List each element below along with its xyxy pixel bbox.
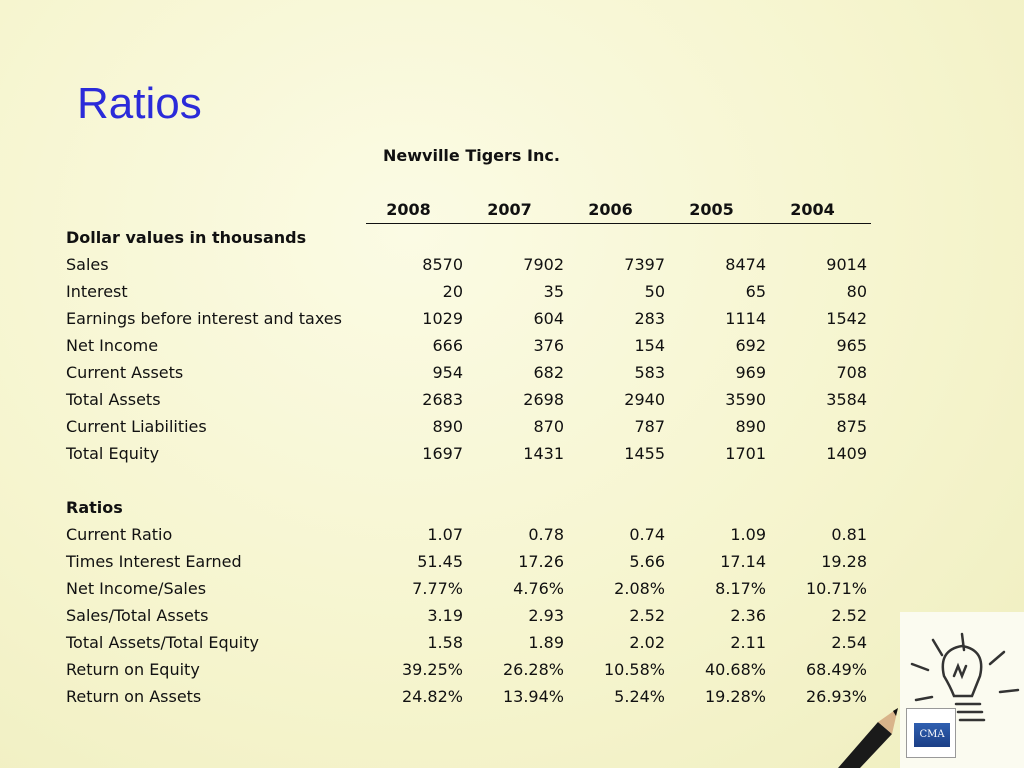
value-cell: 17.26	[518, 552, 564, 571]
value-cell: 51.45	[417, 552, 463, 571]
row-label: Total Assets/Total Equity	[66, 633, 259, 652]
value-cell: 283	[634, 309, 665, 328]
company-name: Newville Tigers Inc.	[383, 146, 560, 165]
row-label: Sales	[66, 255, 109, 274]
value-cell: 1.07	[427, 525, 463, 544]
value-cell: 1.58	[427, 633, 463, 652]
value-cell: 2.36	[730, 606, 766, 625]
value-cell: 17.14	[720, 552, 766, 571]
value-cell: 875	[836, 417, 867, 436]
value-cell: 2940	[624, 390, 665, 409]
value-cell: 1029	[422, 309, 463, 328]
value-cell: 24.82%	[401, 687, 463, 706]
value-cell: 5.24%	[614, 687, 665, 706]
value-cell: 2.93	[528, 606, 564, 625]
value-cell: 1114	[725, 309, 766, 328]
value-cell: 890	[735, 417, 766, 436]
value-cell: 39.25%	[401, 660, 463, 679]
value-cell: 1.09	[730, 525, 766, 544]
value-cell: 708	[836, 363, 867, 382]
value-cell: 969	[735, 363, 766, 382]
row-label: Times Interest Earned	[66, 552, 242, 571]
row-label: Current Liabilities	[66, 417, 207, 436]
cma-logo	[906, 708, 956, 758]
year-header: 2004	[770, 196, 871, 224]
value-cell: 2683	[422, 390, 463, 409]
value-cell: 890	[432, 417, 463, 436]
value-cell: 5.66	[629, 552, 665, 571]
row-label: Total Assets	[66, 390, 161, 409]
value-cell: 20	[442, 282, 463, 301]
value-cell: 2.02	[629, 633, 665, 652]
value-cell: 2.08%	[614, 579, 665, 598]
value-cell: 1701	[725, 444, 766, 463]
row-label: Net Income	[66, 336, 159, 355]
value-cell: 26.28%	[502, 660, 564, 679]
year-header: 2006	[568, 196, 669, 224]
row-label: Interest	[66, 282, 128, 301]
value-cell: 954	[432, 363, 463, 382]
value-cell: 2.52	[831, 606, 867, 625]
pencil-icon	[838, 708, 898, 768]
value-cell: 1.89	[528, 633, 564, 652]
value-cell: 2.11	[730, 633, 766, 652]
section-heading: Ratios	[66, 498, 123, 517]
value-cell: 26.93%	[805, 687, 867, 706]
value-cell: 4.76%	[513, 579, 564, 598]
value-cell: 965	[836, 336, 867, 355]
value-cell: 10.58%	[603, 660, 665, 679]
value-cell: 0.74	[629, 525, 665, 544]
value-cell: 376	[533, 336, 564, 355]
value-cell: 40.68%	[704, 660, 766, 679]
row-label: Current Assets	[66, 363, 184, 382]
value-cell: 19.28%	[704, 687, 766, 706]
value-cell: 9014	[826, 255, 867, 274]
year-header: 2008	[366, 196, 467, 224]
value-cell: 0.78	[528, 525, 564, 544]
value-cell: 19.28	[821, 552, 867, 571]
row-label: Sales/Total Assets	[66, 606, 209, 625]
slide-title: Ratios	[77, 79, 202, 128]
value-cell: 50	[644, 282, 665, 301]
value-cell: 2698	[523, 390, 564, 409]
value-cell: 3584	[826, 390, 867, 409]
value-cell: 13.94%	[502, 687, 564, 706]
value-cell: 1431	[523, 444, 564, 463]
value-cell: 1455	[624, 444, 665, 463]
value-cell: 68.49%	[805, 660, 867, 679]
value-cell: 2.54	[831, 633, 867, 652]
value-cell: 692	[735, 336, 766, 355]
row-label: Return on Assets	[66, 687, 202, 706]
cma-logo-text: CMA	[914, 723, 950, 747]
value-cell: 8.17%	[715, 579, 766, 598]
value-cell: 7397	[624, 255, 665, 274]
row-label: Total Equity	[66, 444, 160, 463]
value-cell: 666	[432, 336, 463, 355]
value-cell: 154	[634, 336, 665, 355]
value-cell: 8474	[725, 255, 766, 274]
value-cell: 682	[533, 363, 564, 382]
value-cell: 80	[846, 282, 867, 301]
row-label: Earnings before interest and taxes	[66, 309, 342, 328]
value-cell: 1697	[422, 444, 463, 463]
value-cell: 7902	[523, 255, 564, 274]
section-heading: Dollar values in thousands	[66, 228, 307, 247]
value-cell: 3.19	[427, 606, 463, 625]
value-cell: 35	[543, 282, 564, 301]
value-cell: 583	[634, 363, 665, 382]
value-cell: 1542	[826, 309, 867, 328]
value-cell: 1409	[826, 444, 867, 463]
value-cell: 787	[634, 417, 665, 436]
value-cell: 7.77%	[412, 579, 463, 598]
value-cell: 10.71%	[805, 579, 867, 598]
value-cell: 604	[533, 309, 564, 328]
year-header: 2005	[669, 196, 770, 224]
row-label: Return on Equity	[66, 660, 200, 679]
row-label: Net Income/Sales	[66, 579, 207, 598]
value-cell: 2.52	[629, 606, 665, 625]
row-label: Current Ratio	[66, 525, 173, 544]
value-cell: 870	[533, 417, 564, 436]
value-cell: 3590	[725, 390, 766, 409]
value-cell: 8570	[422, 255, 463, 274]
value-cell: 0.81	[831, 525, 867, 544]
year-header: 2007	[467, 196, 568, 224]
value-cell: 65	[745, 282, 766, 301]
